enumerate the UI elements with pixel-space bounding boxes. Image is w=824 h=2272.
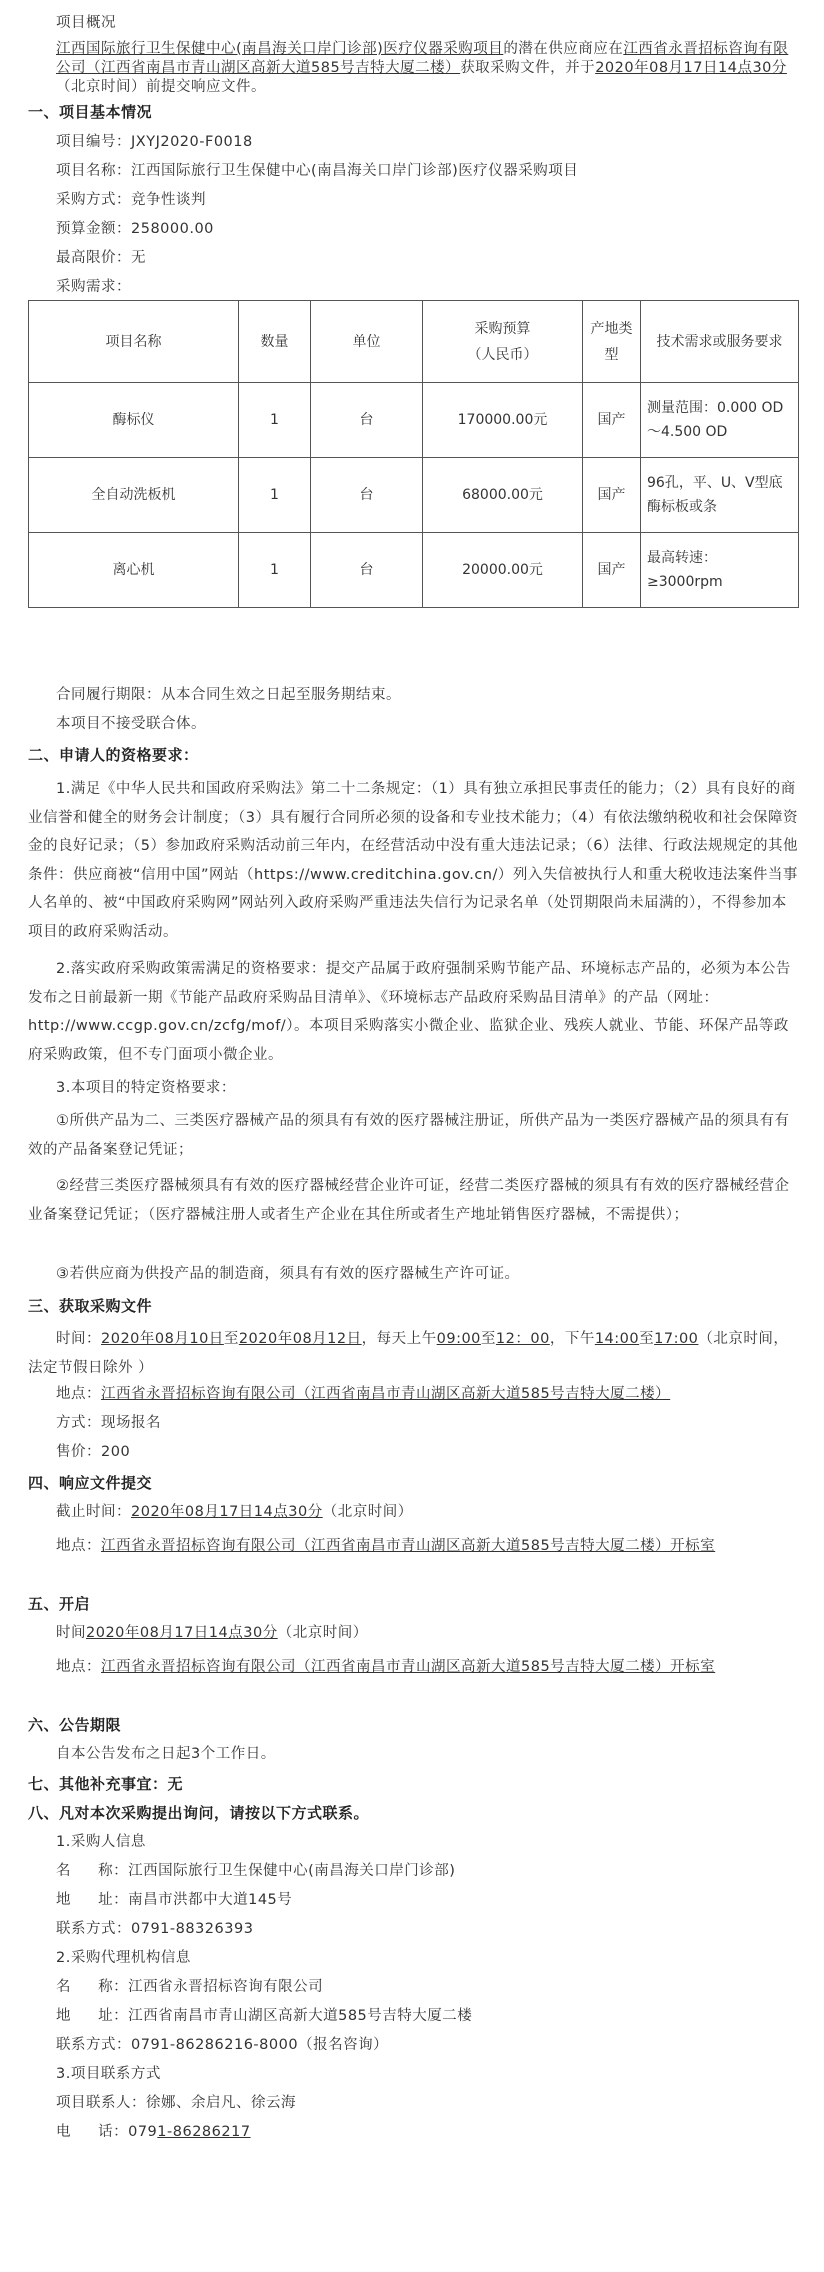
section-1-title: 一、项目基本情况 (28, 103, 153, 121)
buyer-name: 名 称：江西国际旅行卫生保健中心(南昌海关口岸门诊部) (56, 1863, 456, 1879)
qualification-3-item-2: ②经营三类医疗器械须具有有效的医疗器械经营企业许可证，经营二类医疗器械的须具有有效的医疗器械经营企业备案登记凭证；（医疗器械注册人或者生产企业在其住所或者生产地址销售医疗器械，不需提供）； (28, 1178, 790, 1223)
agent-info-title: 2.采购代理机构信息 (56, 1950, 191, 1966)
agent-address: 地 址：江西省南昌市青山湖区高新大道585号吉特大厦二楼 (56, 2008, 473, 2024)
submission-deadline: 截止时间：2020年08月17日14点30分（北京时间） (56, 1504, 413, 1520)
section-7-title: 七、其他补充事宜：无 (28, 1775, 184, 1793)
qualification-3-item-3: ③若供应商为供投产品的制造商，须具有有效的医疗器械生产许可证。 (56, 1266, 520, 1282)
budget-amount: 预算金额：258000.00 (56, 221, 214, 237)
qualification-3: 3.本项目的特定资格要求： (56, 1080, 236, 1096)
obtain-time: 时间：2020年08月10日至2020年08月12日，每天上午09:00至12：00，下午14:00至17:00（北京时间，法定节假日除外 ） (28, 1331, 789, 1376)
th-requirements: 技术需求或服务要求 (641, 301, 799, 383)
section-2-title: 二、申请人的资格要求： (28, 746, 199, 764)
opening-place: 地点：江西省永晋招标咨询有限公司（江西省南昌市青山湖区高新大道585号吉特大厦二楼）开标室 (56, 1659, 716, 1675)
document-price: 售价：200 (56, 1444, 131, 1460)
obtain-way: 方式：现场报名 (56, 1415, 161, 1431)
contact-info-title: 3.项目联系方式 (56, 2066, 161, 2082)
project-name-link: 江西国际旅行卫生保健中心(南昌海关口岸门诊部)医疗仪器采购项目 (56, 41, 504, 57)
agent-name: 名 称：江西省永晋招标咨询有限公司 (56, 1979, 324, 1995)
agency-address: 江西省永晋招标咨询有限公司（江西省南昌市青山湖区高新大道585号吉特大厦二楼） (56, 41, 789, 76)
table-row: 全自动洗板机 1 台 68000.00元 国产 96孔，平、U、V型底酶标板或条 (29, 458, 799, 533)
th-budget: 采购预算 （人民币） (423, 301, 583, 383)
section-3-title: 三、获取采购文件 (28, 1297, 153, 1315)
project-number: 项目编号：JXYJ2020-F0018 (56, 134, 253, 150)
no-consortium: 本项目不接受联合体。 (56, 716, 206, 732)
buyer-info-title: 1.采购人信息 (56, 1834, 146, 1850)
submission-place: 地点：江西省永晋招标咨询有限公司（江西省南昌市青山湖区高新大道585号吉特大厦二楼）开标室 (56, 1538, 716, 1554)
qualification-2: 2.落实政府采购政策需满足的资格要求：提交产品属于政府强制采购节能产品、环境标志产品的，必须为本公告发布之日前最新一期《节能产品政府采购品目清单》、《环境标志产品政府采购品目清单》的产品（网址：http://www.ccgp.gov.cn/zcfg/mof/）。本项目采购落实小微企业、监狱企业、残疾人就业、节能、环保产品等政府采购政策，但不专门面项小微企业。 (28, 961, 791, 1063)
buyer-address: 地 址：南昌市洪都中大道145号 (56, 1892, 293, 1908)
overview-title: 项目概况 (56, 15, 116, 31)
project-name: 项目名称：江西国际旅行卫生保健中心(南昌海关口岸门诊部)医疗仪器采购项目 (56, 163, 579, 179)
contract-period: 合同履行期限：从本合同生效之日起至服务期结束。 (56, 687, 401, 703)
section-8-title: 八、凡对本次采购提出询问，请按以下方式联系。 (28, 1804, 370, 1822)
procurement-needs-label: 采购需求： (56, 279, 131, 295)
section-5-title: 五、开启 (28, 1595, 91, 1613)
agent-phone: 联系方式：0791-86286216-8000（报名咨询） (56, 2037, 389, 2053)
table-row: 离心机 1 台 20000.00元 国产 最高转速：≥3000rpm (29, 533, 799, 608)
procurement-method: 采购方式：竞争性谈判 (56, 192, 206, 208)
overview-paragraph: 江西国际旅行卫生保健中心(南昌海关口岸门诊部)医疗仪器采购项目的潜在供应商应在江西省永晋招标咨询有限公司（江西省南昌市青山湖区高新大道585号吉特大厦二楼）获取采购文件，并于2020年08月17日14点30分（北京时间）前提交响应文件。 (56, 41, 789, 95)
max-price: 最高限价：无 (56, 250, 146, 266)
th-origin: 产地类型 (583, 301, 641, 383)
opening-time: 时间2020年08月17日14点30分（北京时间） (56, 1625, 368, 1641)
contact-phone: 电 话：0791-86286217 (56, 2124, 251, 2140)
qualification-3-item-1: ①所供产品为二、三类医疗器械产品的须具有有效的医疗器械注册证，所供产品为一类医疗器械产品的须具有有效的产品备案登记凭证； (28, 1113, 790, 1158)
section-6-title: 六、公告期限 (28, 1716, 122, 1734)
section-4-title: 四、响应文件提交 (28, 1474, 153, 1492)
deadline-time: 2020年08月17日14点30分 (595, 60, 787, 76)
obtain-place: 地点：江西省永晋招标咨询有限公司（江西省南昌市青山湖区高新大道585号吉特大厦二楼） (56, 1386, 671, 1402)
table-row: 酶标仪 1 台 170000.00元 国产 测量范围：0.000 OD～4.500 OD (29, 383, 799, 458)
procurement-table (28, 300, 799, 608)
th-item-name: 项目名称 (29, 301, 239, 383)
notice-period: 自本公告发布之日起3个工作日。 (56, 1746, 276, 1762)
qualification-1: 1.满足《中华人民共和国政府采购法》第二十二条规定：（1）具有独立承担民事责任的能力；（2）具有良好的商业信誉和健全的财务会计制度；（3）具有履行合同所必须的设备和专业技术能力；（4）有依法缴纳税收和社会保障资金的良好记录；（5）参加政府采购活动前三年内，在经营活动中没有重大违法记录；（6）法律、行政法规规定的其他条件：供应商被“信用中国”网站（https://www.creditchina.gov.cn/）列入失信被执行人和重大税收违法案件当事人名单的、被“中国政府采购网”网站列入政府采购严重违法失信行为记录名单（处罚期限尚未届满的），不得参加本项目的政府采购活动。 (28, 781, 798, 940)
table-header-row (29, 301, 799, 383)
buyer-phone: 联系方式：0791-88326393 (56, 1921, 254, 1937)
th-unit: 单位 (311, 301, 423, 383)
contact-people: 项目联系人：徐娜、余启凡、徐云海 (56, 2095, 296, 2111)
th-quantity: 数量 (239, 301, 311, 383)
